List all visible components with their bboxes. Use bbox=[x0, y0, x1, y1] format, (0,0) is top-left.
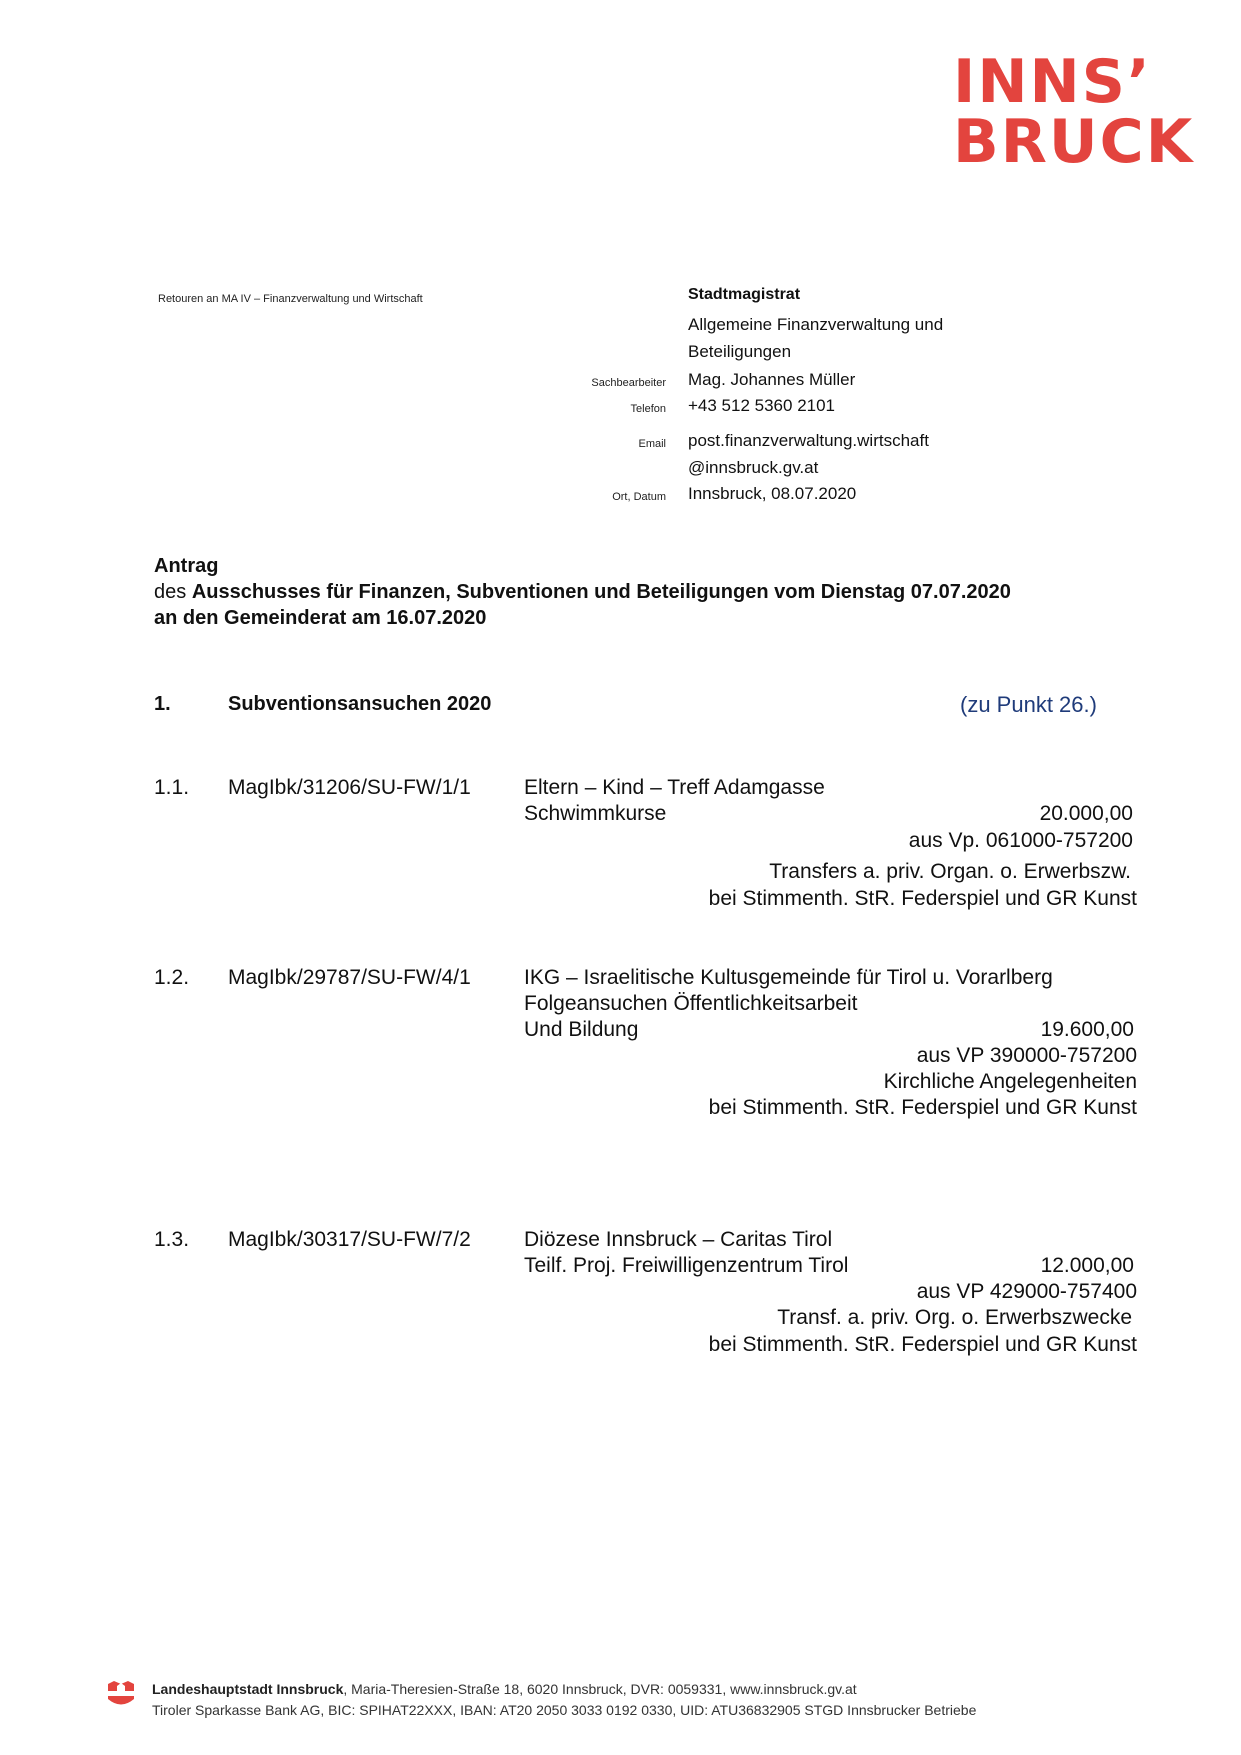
email-label: Email bbox=[638, 438, 666, 450]
logo-line-1: INNS’ bbox=[953, 47, 1152, 117]
department-line-2: Beteiligungen bbox=[688, 342, 792, 361]
section-reference: (zu Punkt 26.) bbox=[960, 692, 1097, 717]
footer-address: , Maria-Theresien-Straße 18, 6020 Innsbruck, DVR: 0059331, www.innsbruck.gv.at bbox=[343, 1681, 857, 1697]
item-number: 1.2. bbox=[154, 966, 190, 989]
return-address: Retouren an MA IV – Finanzverwaltung und Wirtschaft bbox=[158, 293, 423, 305]
heading-committee-line bbox=[154, 579, 1011, 605]
city-crest-icon bbox=[106, 1680, 136, 1710]
item-budget-line: aus VP 390000-757200 bbox=[916, 1044, 1137, 1067]
section-title: Subventionsansuchen 2020 bbox=[228, 693, 492, 715]
item-category: Kirchliche Angelegenheiten bbox=[883, 1070, 1137, 1093]
item-number: 1.3. bbox=[154, 1228, 190, 1251]
heading-prefix: des bbox=[154, 581, 192, 603]
item-note: bei Stimmenth. StR. Federspiel und GR Kunst bbox=[708, 887, 1137, 910]
item-amount: 12.000,00 bbox=[1040, 1254, 1134, 1277]
logo-line-2: BRUCK bbox=[953, 107, 1195, 177]
item-desc-line: Und Bildung bbox=[524, 1018, 639, 1041]
place-date-label: Ort, Datum bbox=[612, 491, 666, 503]
innsbruck-logo bbox=[953, 47, 1195, 182]
section-number: 1. bbox=[154, 693, 171, 715]
item-reference: MagIbk/29787/SU-FW/4/1 bbox=[228, 966, 471, 989]
footer-address-line bbox=[152, 1681, 857, 1697]
document-title: Antrag bbox=[154, 555, 219, 577]
item-desc-line: Teilf. Proj. Freiwilligenzentrum Tirol bbox=[524, 1254, 849, 1277]
item-budget-line: aus Vp. 061000-757200 bbox=[908, 829, 1133, 852]
item-number: 1.1. bbox=[154, 776, 190, 799]
item-desc-line: Diözese Innsbruck – Caritas Tirol bbox=[524, 1228, 833, 1251]
item-amount: 20.000,00 bbox=[1039, 802, 1133, 825]
item-note: bei Stimmenth. StR. Federspiel und GR Kunst bbox=[708, 1096, 1137, 1119]
item-budget-line: aus VP 429000-757400 bbox=[916, 1280, 1137, 1303]
item-category: Transf. a. priv. Org. o. Erwerbszwecke bbox=[777, 1306, 1132, 1329]
department-line-1: Allgemeine Finanzverwaltung und bbox=[688, 315, 944, 334]
email-line-1: post.finanzverwaltung.wirtschaft bbox=[688, 431, 929, 450]
email-line-2: @innsbruck.gv.at bbox=[688, 458, 819, 477]
footer-bank-line: Tiroler Sparkasse Bank AG, BIC: SPIHAT22XXX, IBAN: AT20 2050 3033 0192 0330, UID: ATU36832905 STGD Innsbrucker Betriebe bbox=[152, 1702, 977, 1718]
item-desc-line: IKG – Israelitische Kultusgemeinde für Tirol u. Vorarlberg bbox=[524, 966, 1053, 989]
item-reference: MagIbk/30317/SU-FW/7/2 bbox=[228, 1228, 471, 1251]
item-amount: 19.600,00 bbox=[1040, 1018, 1134, 1041]
item-note: bei Stimmenth. StR. Federspiel und GR Kunst bbox=[708, 1333, 1137, 1356]
item-category: Transfers a. priv. Organ. o. Erwerbszw. bbox=[769, 860, 1131, 883]
phone-label: Telefon bbox=[630, 403, 666, 415]
heading-council-line: an den Gemeinderat am 16.07.2020 bbox=[154, 607, 487, 629]
office-name: Stadtmagistrat bbox=[688, 286, 801, 303]
place-date: Innsbruck, 08.07.2020 bbox=[688, 484, 857, 503]
footer-city: Landeshauptstadt Innsbruck bbox=[152, 1681, 344, 1697]
item-desc-line: Schwimmkurse bbox=[524, 802, 667, 825]
item-desc-line: Folgeansuchen Öffentlichkeitsarbeit bbox=[524, 992, 858, 1015]
heading-committee: Ausschusses für Finanzen, Subventionen und Beteiligungen vom Dienstag 07.07.2020 bbox=[191, 581, 1011, 603]
item-desc-line: Eltern – Kind – Treff Adamgasse bbox=[524, 776, 825, 799]
clerk-name: Mag. Johannes Müller bbox=[688, 370, 856, 389]
clerk-label: Sachbearbeiter bbox=[591, 377, 666, 389]
item-reference: MagIbk/31206/SU-FW/1/1 bbox=[228, 776, 471, 799]
phone-number: +43 512 5360 2101 bbox=[688, 396, 836, 415]
